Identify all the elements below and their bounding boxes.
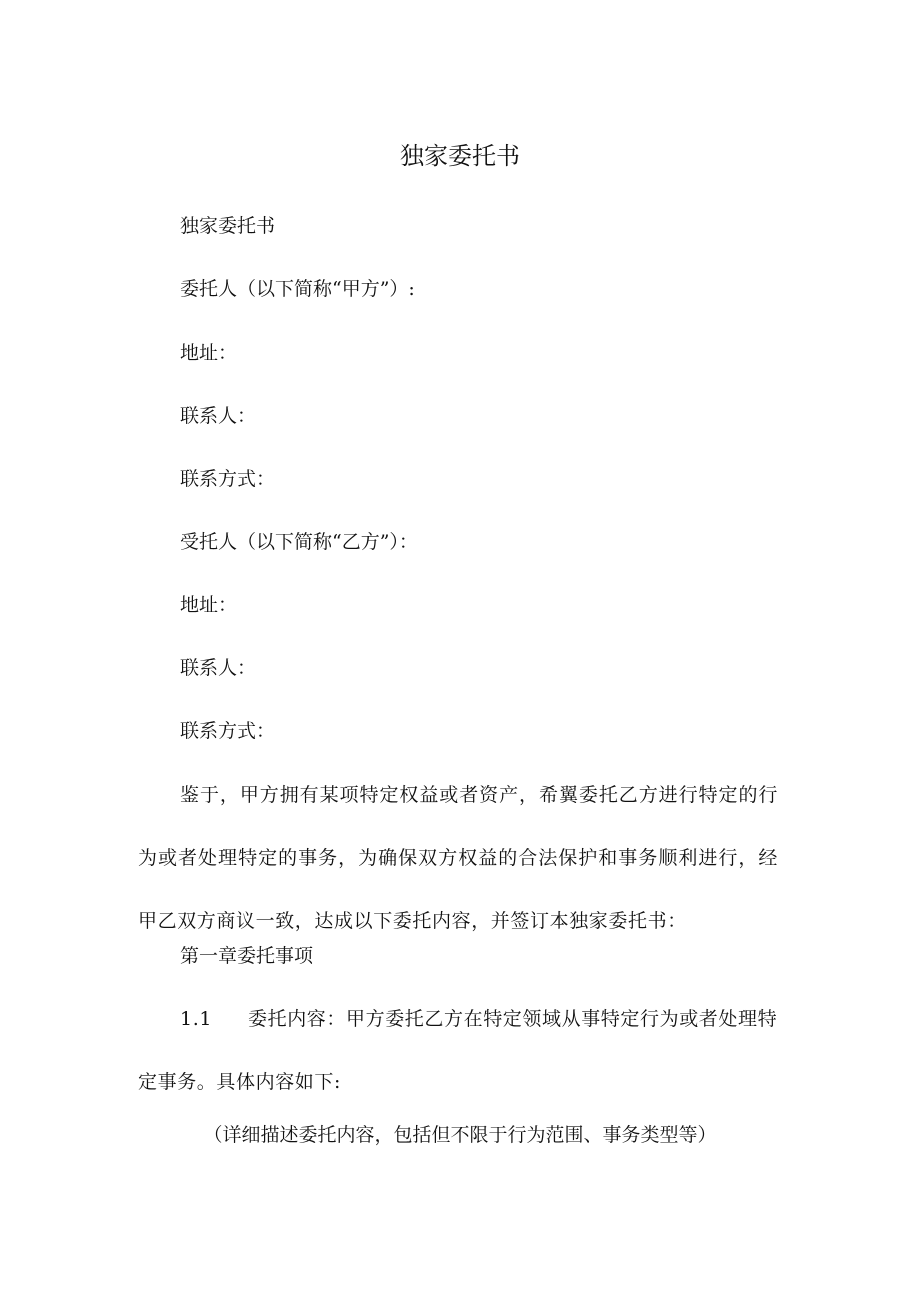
document-subtitle: 独家委托书 xyxy=(180,215,276,237)
party-b-address: 地址： xyxy=(180,594,238,616)
party-a-contact-method: 联系方式： xyxy=(180,468,276,490)
party-b-contact-person: 联系人： xyxy=(180,657,257,679)
document-title: 独家委托书 xyxy=(400,142,520,170)
party-a-address: 地址： xyxy=(180,342,238,364)
clause-1-1-note: （详细描述委托内容，包括但不限于行为范围、事务类型等） xyxy=(203,1124,717,1146)
clause-1-1-text: 委托内容：甲方委托乙方在特定领域从事特定行为或者处理特定事务。具体内容如下: xyxy=(138,1008,778,1093)
party-b-contact-method: 联系方式： xyxy=(180,720,276,742)
clause-1-1 xyxy=(138,988,778,1114)
clause-1-1-number: 1.1 xyxy=(180,1008,213,1030)
party-a-heading: 委托人（以下简称“甲方”）: xyxy=(180,278,415,300)
party-a-contact-person: 联系人： xyxy=(180,405,257,427)
chapter-1-heading: 第一章委托事项 xyxy=(180,945,314,967)
preamble-paragraph: 鉴于，甲方拥有某项特定权益或者资产，希翼委托乙方进行特定的行为或者处理特定的事务，为确保双方权益的合法保护和事务顺利进行，经甲乙双方商议一致，达成以下委托内容，并签订本独家委托书： xyxy=(138,784,778,932)
party-b-heading: 受托人（以下简称“乙方”）： xyxy=(180,531,418,553)
